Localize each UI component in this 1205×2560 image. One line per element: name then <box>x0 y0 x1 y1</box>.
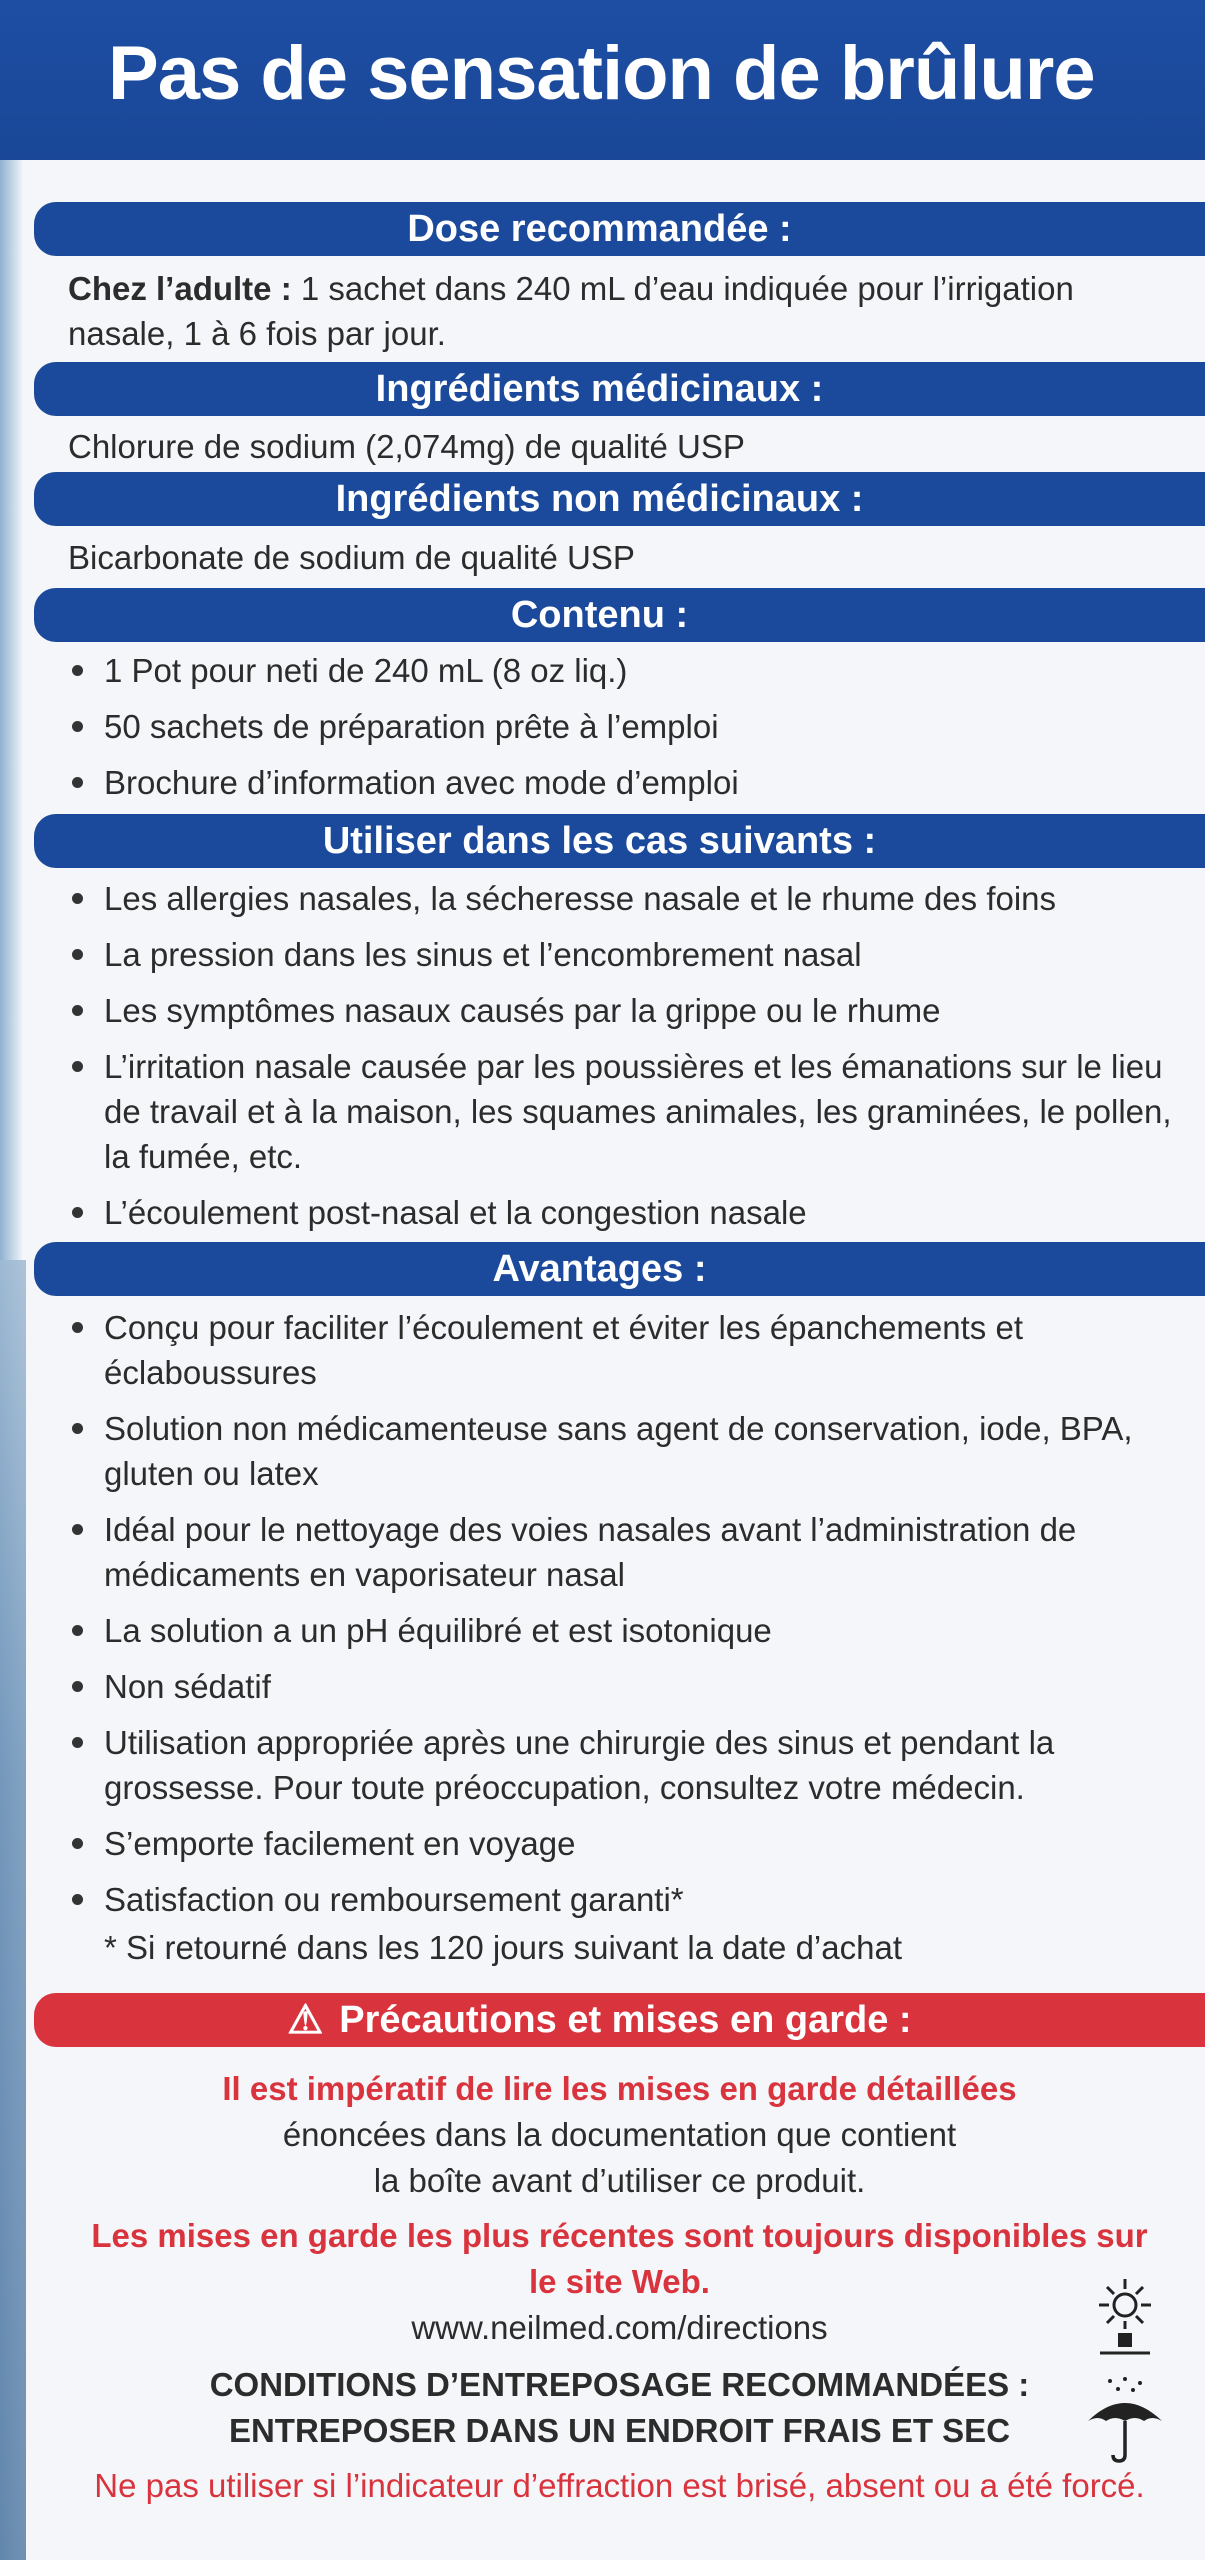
advantages-heading: Avantages : <box>34 1242 1205 1296</box>
contents-list <box>68 648 1183 816</box>
list-item: S’emporte facilement en voyage <box>68 1821 1183 1866</box>
keep-dry-icon <box>1080 2375 1170 2465</box>
warning-line-4: Les mises en garde les plus récentes sont toujours disponibles sur <box>91 2217 1148 2254</box>
list-item: La solution a un pH équilibré et est isotonique <box>68 1608 1183 1653</box>
non-medicinal-heading: Ingrédients non médicinaux : <box>34 472 1205 526</box>
non-medicinal-text: Bicarbonate de sodium de qualité USP <box>68 539 635 576</box>
list-item: Solution non médicamenteuse sans agent de conservation, iode, BPA, gluten ou latex <box>68 1406 1183 1496</box>
tamper-notice: Ne pas utiliser si l’indicateur d’effraction est brisé, absent ou a été forcé. <box>94 2467 1145 2504</box>
adult-label: Chez l’adulte : <box>68 270 292 307</box>
list-item: 50 sachets de préparation prête à l’emploi <box>68 704 1183 749</box>
uses-list <box>68 876 1183 1246</box>
list-item: Brochure d’information avec mode d’emploi <box>68 760 1183 805</box>
warning-icon: ⚠ <box>287 1998 324 2042</box>
medicinal-heading: Ingrédients médicinaux : <box>34 362 1205 416</box>
list-item: Non sédatif <box>68 1664 1183 1709</box>
dose-text <box>68 266 1178 356</box>
uses-heading: Utiliser dans les cas suivants : <box>34 814 1205 868</box>
advantages-list <box>68 1305 1183 1922</box>
storage-line-2: ENTREPOSER DANS UN ENDROIT FRAIS ET SEC <box>228 2412 1011 2449</box>
storage-line-1: CONDITIONS D’ENTREPOSAGE RECOMMANDÉES : <box>209 2366 1030 2403</box>
dose-heading: Dose recommandée : <box>34 202 1205 256</box>
contents-heading: Contenu : <box>34 588 1205 642</box>
keep-from-sun-icon <box>1080 2275 1170 2355</box>
list-item: Utilisation appropriée après une chirurgie des sinus et pendant la grossesse. Pour toute préoccupation, consultez votre médecin. <box>68 1720 1183 1810</box>
page-title: Pas de sensation de brûlure <box>108 31 1095 116</box>
list-item: La pression dans les sinus et l’encombrement nasal <box>68 932 1183 977</box>
list-item: Conçu pour faciliter l’écoulement et éviter les épanchements et éclaboussures <box>68 1305 1183 1395</box>
website-url: www.neilmed.com/directions <box>411 2309 828 2346</box>
warning-line-1: Il est impératif de lire les mises en garde détaillées <box>222 2070 1017 2107</box>
warning-line-2: énoncées dans la documentation que contient <box>282 2116 957 2153</box>
guarantee-footnote: * Si retourné dans les 120 jours suivant la date d’achat <box>104 1929 902 1966</box>
list-item: 1 Pot pour neti de 240 mL (8 oz liq.) <box>68 648 1183 693</box>
warning-line-3: la boîte avant d’utiliser ce produit. <box>373 2162 866 2199</box>
list-item: Satisfaction ou remboursement garanti* <box>68 1877 1183 1922</box>
warning-line-5: le site Web. <box>529 2263 710 2300</box>
water-decoration <box>0 1260 26 2560</box>
adult-text: 1 sachet dans 240 mL d’eau indiquée pour l’irrigation nasale, 1 à 6 fois par jour. <box>68 270 1074 352</box>
list-item: Idéal pour le nettoyage des voies nasales avant l’administration de médicaments en vaporisateur nasal <box>68 1507 1183 1597</box>
medicinal-text: Chlorure de sodium (2,074mg) de qualité USP <box>68 428 745 465</box>
list-item: Les symptômes nasaux causés par la grippe ou le rhume <box>68 988 1183 1033</box>
warnings-heading <box>34 1993 1205 2047</box>
list-item: Les allergies nasales, la sécheresse nasale et le rhume des foins <box>68 876 1183 921</box>
list-item: L’irritation nasale causée par les poussières et les émanations sur le lieu de travail et à la maison, les squames animales, les graminées, le pollen, la fumée, etc. <box>68 1044 1183 1179</box>
warnings-heading-label: Précautions et mises en garde : <box>339 1998 912 2041</box>
list-item: L’écoulement post-nasal et la congestion nasale <box>68 1190 1183 1235</box>
